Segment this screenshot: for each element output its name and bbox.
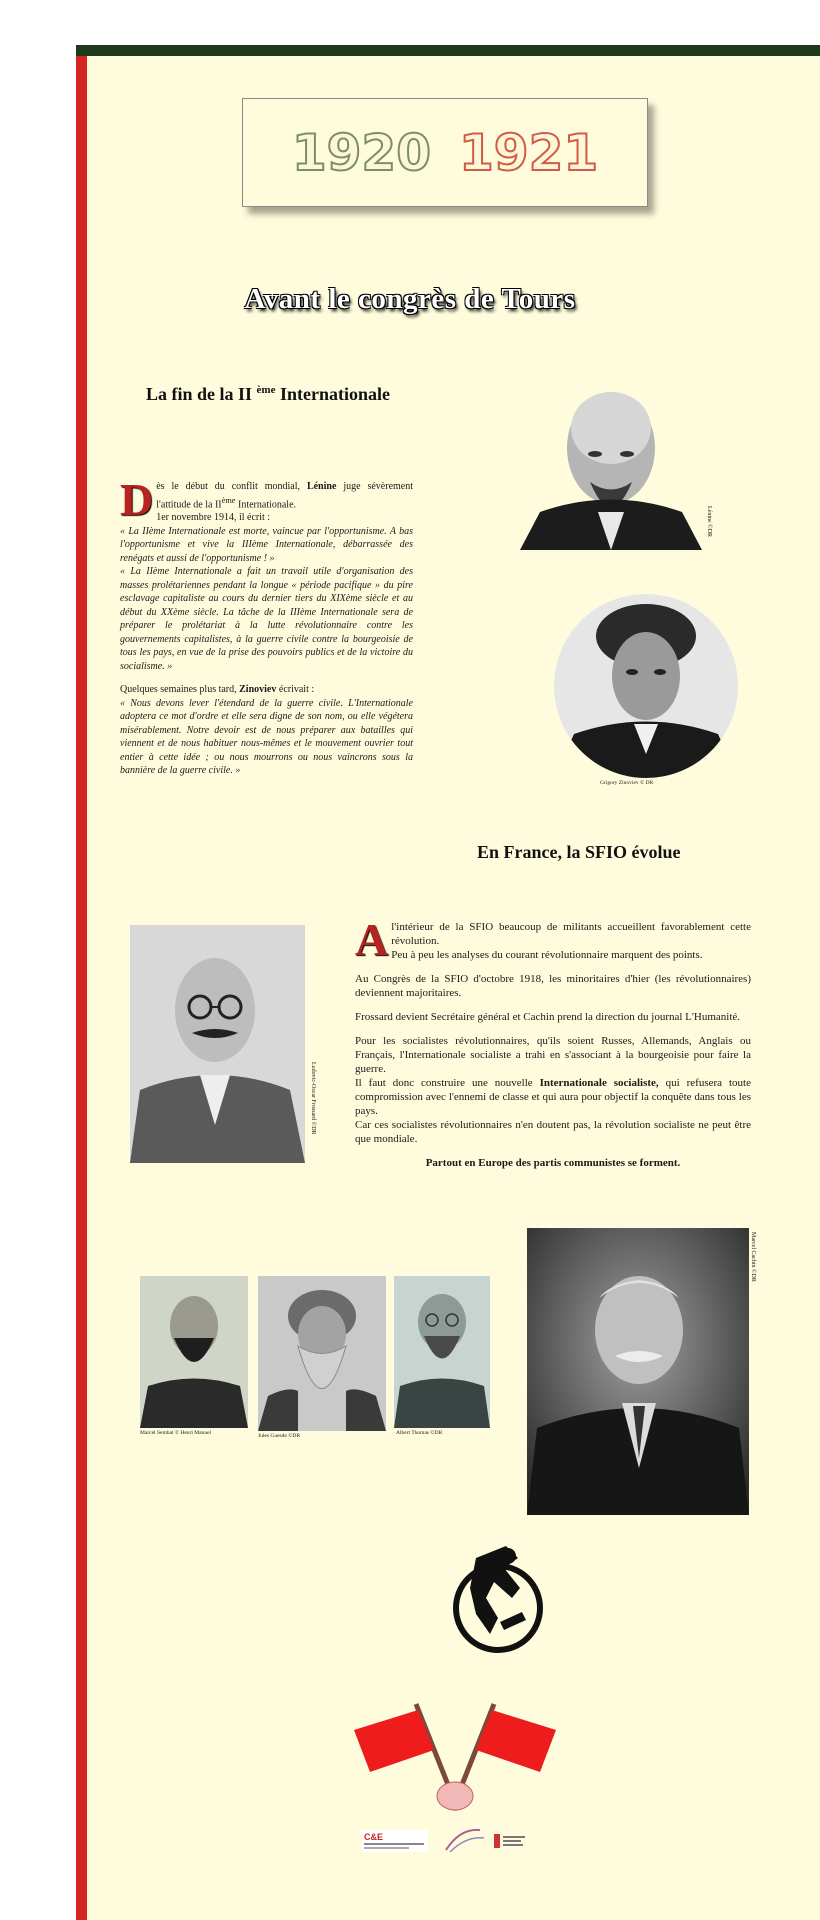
logo-cfe (362, 1830, 428, 1852)
emblem-icon (446, 1538, 550, 1656)
section2-text: Al'intérieur de la SFIO beaucoup de militants accueillent favorablement cette révolution. Peu à peu les analyses du courant révolutionnaire marquent des points. Au Congrès de la SFIO d'octobre 1918, les minoritaires d'hier (les révolutionnaires) deviennent majoritaires. Frossard devient Secrétaire général et Cachin prend la direction du journal L'Humanité. Pour les socialistes révolutionnaires, qu'ils soient Russes, Allemands, Anglais ou Français, l'Internationale socialiste a trahi en s'associant à la bourgeoisie pour faire la guerre. Il faut donc construire une nouvelle Internationale socialiste, qui refusera toute compromission avec l'ennemi de classe et qui aura pour objectif la conquête dans tous les pays. Car ces socialistes révolutionnaires n'en doutent pas, la révolution socialiste ne peut être que mondiale. Partout en Europe des partis communistes se forment. (355, 914, 751, 1169)
logo-institut (494, 1832, 528, 1850)
section2-title: En France, la SFIO évolue (477, 842, 681, 862)
guesde-photo (258, 1276, 386, 1431)
year-left: 1920 (291, 123, 431, 182)
frossard-photo (130, 925, 305, 1163)
section1-text: Dès le début du conflit mondial, Lénine juge sévèrement l'attitude de la IIème Internationale. 1er novembre 1914, il écrit : « La IIème Internationale est morte, vaincue par l'opportunisme. A bas l'opportunisme et vive la IIIème Internationale, débarrassée des renégats et aussi de l'opportunisme ! » « La IIème Internationale a fait un travail utile d'organisation des masses prolétariennes pendant la longue « période pacifique » du pire esclavage capitaliste au cours du dernier tiers du XIXème siècle et au début du XXème siècle. La tâche de la IIIème Internationale sera de préparer le prolétariat à la lutte révolutionnaire contre les gouvernements capitalistes, à la guerre civile contre la bourgeoisie de tous les pays, en vue de la prise des pouvoirs publics et de la victoire du socialisme. » Quelques semaines plus tard, Zinoviev écrivait : « Nous devons lever l'étendard de la guerre civile. L'Internationale adoptera ce mot d'ordre et elle sera digne de son nom, ou elle végétera misérablement. Notre devoir est de nous préparer aux batailles qui viennent et de nous habituer nous-mêmes et le mouvement ouvrier tout entier à cette idée ; ou nous mourrons ou nous vaincrons sous la bannière de la guerre civile. » (120, 474, 414, 777)
logo-congres (440, 1826, 486, 1854)
cachin-photo (527, 1228, 749, 1515)
left-border (76, 56, 87, 1920)
zinoviev-credit: Grigory Zinoviev © DR (600, 780, 654, 786)
frossard-credit: Ludovic-Oscar Frossard ©DR (310, 1062, 316, 1135)
guesde-credit: Jules Guesde ©DR (258, 1433, 301, 1439)
lenine-photo (520, 372, 702, 550)
thomas-photo (394, 1276, 490, 1428)
year-right: 1921 (459, 123, 599, 182)
section1-title: La fin de la II $^{ème}$ Internationale (146, 384, 390, 404)
sembat-credit: Marcel Sembat © Henri Manuel (140, 1430, 212, 1436)
zinoviev-photo (554, 594, 738, 778)
cachin-credit: Marcel Cachin ©DR (750, 1232, 756, 1282)
page-title: Avant le congrès de Tours (244, 283, 576, 315)
svg-text:C&E: C&E (364, 1832, 384, 1842)
thomas-credit: Albert Thomas ©DR (396, 1430, 443, 1436)
top-border (76, 45, 820, 56)
dropcap-d: D (120, 474, 154, 525)
sembat-photo (140, 1276, 248, 1428)
dropcap-a: A (355, 914, 389, 965)
flags-icon (350, 1700, 560, 1820)
year-box (242, 98, 648, 207)
lenine-credit: Lénine ©DR (706, 506, 712, 538)
